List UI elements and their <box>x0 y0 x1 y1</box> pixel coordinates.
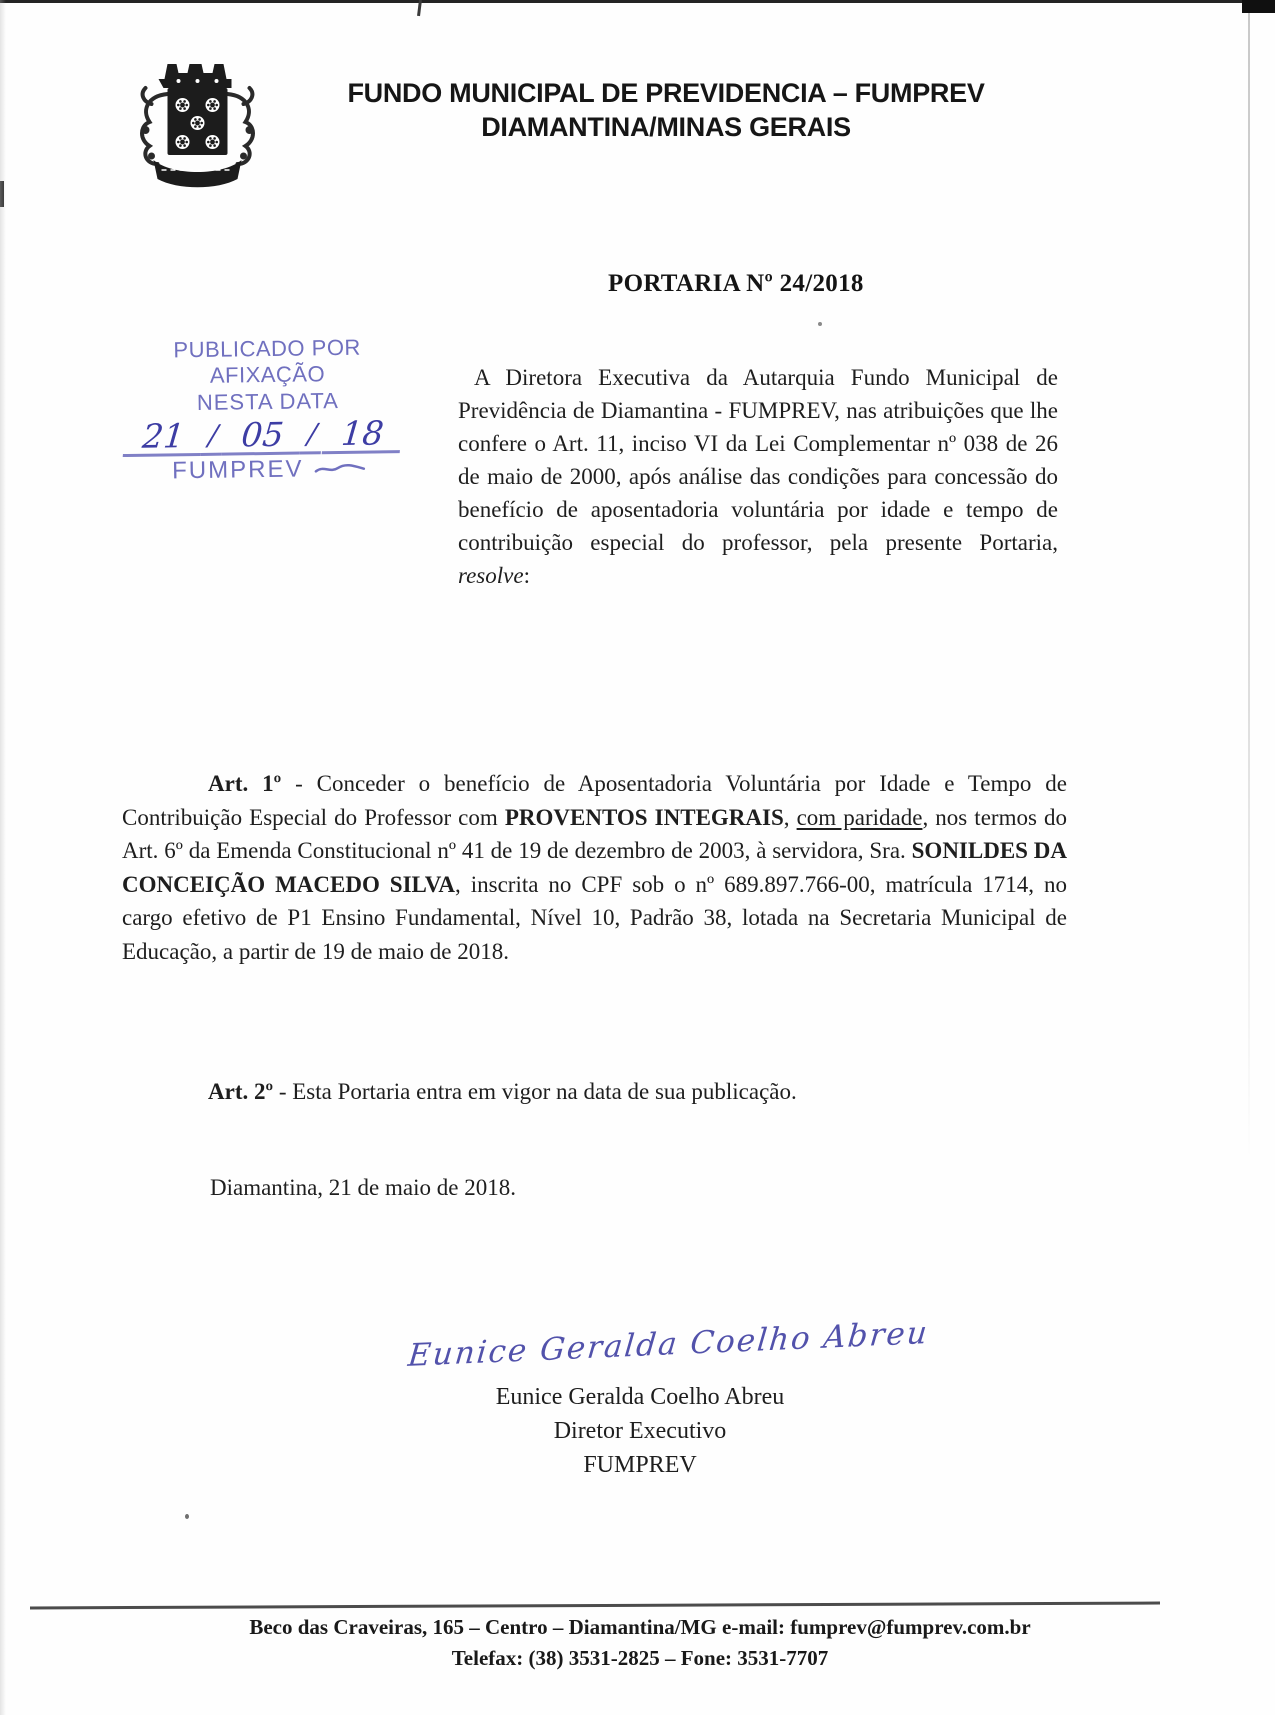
document-title: PORTARIA Nº 24/2018 <box>608 270 864 297</box>
scan-edge-top-line <box>0 0 1275 3</box>
article-2-paragraph <box>122 1075 1067 1108</box>
letterhead <box>310 76 1022 144</box>
article-1-paragraph <box>122 767 1067 968</box>
article-1-label: Art. 1º <box>208 771 282 796</box>
scan-corner-mark <box>1242 0 1275 13</box>
preamble-paragraph <box>458 361 1058 592</box>
signature-block <box>380 1380 900 1482</box>
scan-stray-dot <box>818 322 822 326</box>
publication-stamp <box>117 334 419 487</box>
preamble-resolve-italic: resolve <box>458 563 524 588</box>
article-1-bold-proventos: PROVENTOS INTEGRAIS <box>504 804 784 830</box>
stamp-date-separator: / <box>300 417 325 454</box>
article-1-underlined-paridade: com paridade <box>796 804 923 830</box>
article-2-label: Art. 2º <box>208 1079 274 1104</box>
signer-name: Eunice Geralda Coelho Abreu <box>495 1384 785 1410</box>
stamp-line2: NESTA DATA <box>196 388 340 415</box>
article-1-text: , <box>783 804 797 830</box>
stamp-date-separator: / <box>201 419 226 456</box>
stamp-date-month: 05 <box>222 418 303 456</box>
article-1-text: - Conceder o benefício de Aposentadoria Voluntária por Idade e Tempo de Contribuição Especial do Professor com <box>122 771 1068 830</box>
stamp-handwritten-date <box>118 413 418 457</box>
stamp-org-line <box>119 453 419 487</box>
preamble-text: A Diretora Executiva da Autarquia Fundo Municipal de Previdência de Diamantina - FUMPREV, nas atribuições que lhe confere o Art. 11, inciso VI da Lei Complementar nº 038 de 26 de maio de 2000, após análise das condições para concessão do benefício de aposentadoria voluntária por idade e tempo de contribuição especial do professor, pela presente Portaria, <box>458 365 1058 555</box>
scan-left-shadow <box>0 0 6 1715</box>
stamp-date-day: 21 <box>123 419 204 457</box>
pen-squiggle-icon <box>313 462 365 477</box>
org-name: FUNDO MUNICIPAL DE PREVIDENCIA – FUMPREV <box>347 78 985 108</box>
article-2-text: - Esta Portaria entra em vigor na data de sua publicação. <box>273 1079 797 1104</box>
footer <box>70 1612 1210 1674</box>
scan-stray-dot <box>185 1514 189 1519</box>
footer-address: Beco das Craveiras, 165 – Centro – Diamantina/MG e-mail: fumprev@fumprev.com.br <box>249 1615 1031 1639</box>
signer-org: FUMPREV <box>583 1452 697 1478</box>
stamp-org-label: FUMPREV <box>171 455 304 485</box>
article-1-bold-servidora-name: SONILDES DA CONCEIÇÃO MACEDO SILVA <box>122 838 1068 897</box>
scan-right-edge-line <box>1248 13 1250 1163</box>
stamp-line1: PUBLICADO POR AFIXAÇÃO <box>173 334 362 388</box>
preamble-colon: : <box>523 563 530 588</box>
footer-divider <box>30 1602 1160 1610</box>
stamp-date-year: 18 <box>322 416 403 454</box>
place-and-date-line: Diamantina, 21 de maio de 2018. <box>210 1175 516 1200</box>
org-location: DIAMANTINA/MINAS GERAIS <box>481 112 851 142</box>
signer-role: Diretor Executivo <box>553 1418 727 1444</box>
scan-tick-mark <box>417 0 422 16</box>
article-1-text: , inscrita no CPF sob o nº 689.897.766-00, matrícula 1714, no cargo efetivo de P1 Ensino Fundamental, Nível 10, Padrão 38, lotada na Secretaria Municipal de Educação, a partir de 19 de maio de 2018. <box>122 871 1067 964</box>
article-1-text: , nos termos do Art. 6º da Emenda Constitucional nº 41 de 19 de dezembro de 2003, à servidora, Sra. <box>122 804 1067 863</box>
handwritten-signature: Eunice Geralda Coelho Abreu <box>406 1314 931 1374</box>
footer-phone: Telefax: (38) 3531-2825 – Fone: 3531-7707 <box>451 1646 829 1670</box>
coat-of-arms-logo <box>115 52 280 200</box>
